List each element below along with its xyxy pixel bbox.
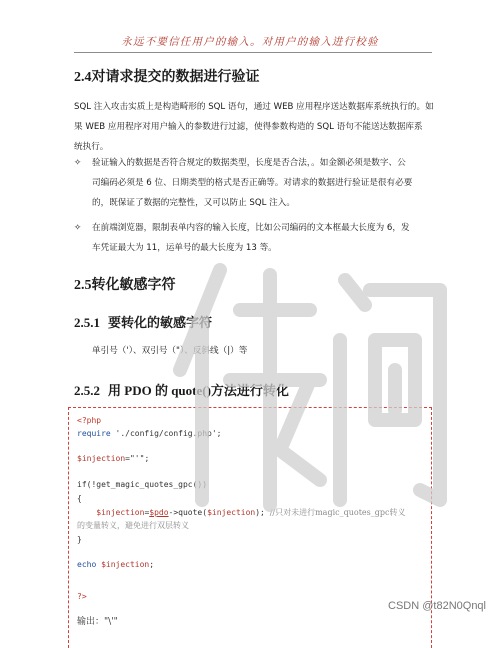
code-text: ;: [149, 560, 155, 569]
code-keyword: echo: [77, 560, 97, 569]
paragraph-line: 果 WEB 应用程序对用户输入的参数进行过滤，使得参数构造的 SQL 语句不能送达数据库系: [74, 122, 423, 132]
code-text: ->quote(: [168, 508, 208, 517]
sensitive-chars-text: 单引号（'）、双引号（"）、反斜线（|）等: [92, 346, 248, 356]
bullet-line: 司编码必须是 6 位、日期类型的格式是否正确等。对请求的数据进行验证是很有必要: [92, 178, 413, 188]
code-variable: $injection: [77, 454, 126, 463]
subsection-title: 用 PDO 的 quote()方法进行转化: [108, 383, 289, 398]
bullet-line: 在前端浏览器，限制表单内容的输入长度，比如公司编码的文本框最大长度为 6，发: [92, 223, 410, 233]
diamond-bullet-icon: ✧: [74, 223, 82, 233]
paragraph-line: 统执行。: [74, 142, 109, 152]
page-header: 永远不要信任用户的输入。对用户的输入进行校验: [121, 36, 379, 48]
diamond-bullet-icon: ✧: [74, 158, 82, 168]
code-line: if(!get_magic_quotes_gpc()): [77, 480, 208, 489]
code-line: <?php: [77, 416, 102, 425]
paragraph-line: SQL 注入攻击实质上是构造畸形的 SQL 语句，通过 WEB 应用程序送达数据库系统执行的。如: [74, 102, 434, 112]
code-block: [68, 407, 432, 648]
code-variable: $injection: [207, 508, 256, 517]
bullet-item-validate: [74, 153, 434, 213]
section-heading-2-4: 2.4对请求提交的数据进行验证: [74, 70, 260, 85]
subsection-title: 要转化的敏感字符: [108, 315, 213, 330]
code-comment: 的变量转义，避免进行双层转义: [77, 521, 189, 530]
code-keyword: require: [77, 429, 111, 438]
code-line: ?>: [77, 592, 87, 601]
bullet-item-length: [74, 218, 434, 258]
bullet-line: 验证输入的数据是否符合规定的数据类型，长度是否合法，。如金额必须是数字、公: [92, 158, 406, 168]
code-line: {: [77, 494, 82, 503]
code-variable: $pdo: [149, 508, 169, 517]
code-text: './config/config.php';: [110, 429, 222, 438]
code-variable: $injection: [96, 560, 150, 569]
code-line: }: [77, 535, 82, 544]
bullet-line: 的，既保证了数据的完整性，又可以防止 SQL 注入。: [92, 198, 295, 208]
subsection-number: 2.5.2: [74, 383, 100, 398]
code-variable: $injection: [96, 508, 145, 517]
code-text: =: [144, 508, 150, 517]
code-line: [77, 454, 149, 463]
code-text: );: [255, 508, 265, 517]
code-output: 输出："\'": [77, 617, 118, 627]
code-line: [77, 507, 405, 518]
code-line: [77, 560, 154, 569]
code-line: [77, 429, 222, 438]
subsection-heading-2-5-1: [74, 312, 212, 331]
header-rule: [74, 52, 432, 53]
bullet-line: 车凭证最大为 11，运单号的最大长度为 13 等。: [92, 243, 277, 253]
intro-paragraph: [74, 97, 434, 157]
subsection-heading-2-5-2: [74, 380, 289, 399]
csdn-watermark: CSDN @t82N0Qnql: [388, 600, 486, 612]
section-heading-2-5: 2.5转化敏感字符: [74, 278, 176, 293]
code-text: ="'";: [125, 454, 150, 463]
code-comment: //只对未进行magic_quotes_gpc转义: [269, 508, 406, 517]
subsection-number: 2.5.1: [74, 315, 100, 330]
